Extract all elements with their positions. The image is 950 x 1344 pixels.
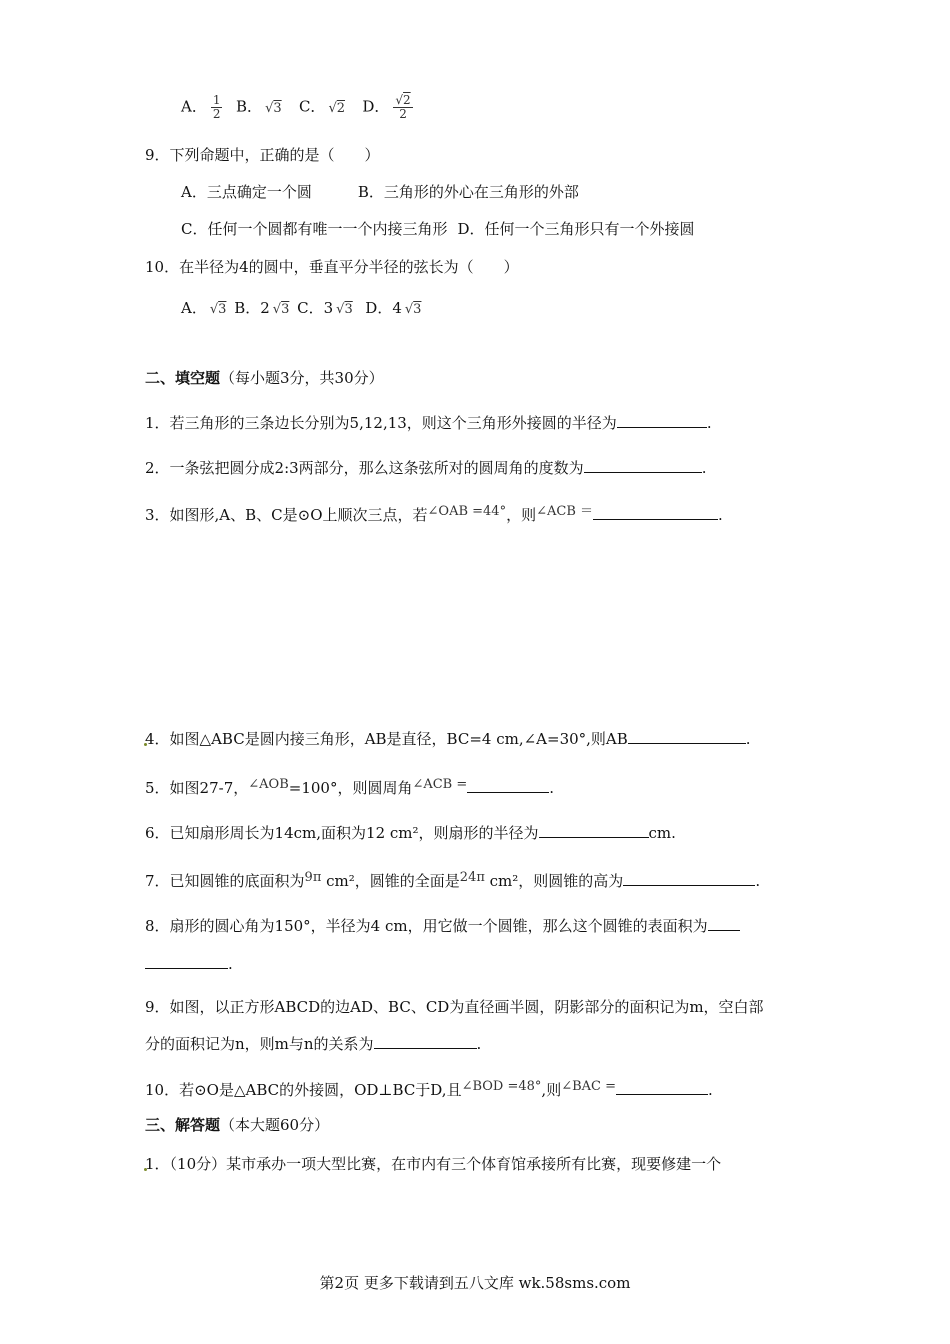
answer-blank[interactable] [708, 916, 740, 931]
answer-blank[interactable] [616, 1080, 708, 1095]
nine-pi-formula: 9π [304, 870, 322, 885]
angle-acb-formula: ∠ACB ＝ [536, 504, 594, 519]
q9-option-b: B．三角形的外心在三角形的外部 [357, 183, 579, 201]
fill-q5: 5．如图27-7，∠AOB=100°，则圆周角∠ACB = . [145, 777, 555, 797]
q8-option-b-label: B． [236, 97, 263, 116]
fraction-one-half: $\frac{1}{2}$ [212, 93, 221, 121]
section-2-note: （每小题3分，共30分） [220, 369, 384, 387]
fill-q2: 2．一条弦把圆分成2:3两部分，那么这条弦所对的圆周角的度数为 . [145, 459, 707, 477]
solve-q1: 1．（10分）某市承办一项大型比赛，在市内有三个体育馆承接所有比赛，现要修建一个 [145, 1155, 722, 1173]
section-3-heading [145, 1115, 329, 1135]
fill-q3: 3．如图形,A、B、C是⊙O上顺次三点，若∠OAB =44°，则∠ACB ＝ . [145, 504, 723, 524]
angle-acb-formula: ∠ACB = [412, 777, 468, 792]
answer-blank[interactable] [617, 413, 707, 428]
q9-options-ab [181, 182, 579, 202]
q9-option-a: A．三点确定一个圆 [181, 183, 312, 201]
answer-blank[interactable] [374, 1034, 477, 1049]
angle-aob-formula: ∠AOB [248, 777, 289, 792]
q9-options-cd [181, 219, 695, 239]
q9-option-d: D．任何一个三角形只有一个外接圆 [457, 220, 695, 238]
fraction-sqrt2-over-2: $\frac{√2}{2}$ [395, 93, 411, 121]
angle-bac-formula: ∠BAC = [561, 1079, 617, 1094]
sqrt-two: √2 [328, 100, 346, 116]
fill-q8-continued: . [145, 954, 233, 974]
section-3-note: （本大题60分） [220, 1116, 330, 1134]
fill-q7: 7．已知圆锥的底面积为9π cm²，圆锥的全面是24π cm²，则圆锥的高为 . [145, 870, 761, 890]
q8-option-c-label: C． [298, 97, 326, 116]
q9-stem: 9．下列命题中，正确的是（ ） [145, 146, 380, 164]
q10-option-b: B．2 [234, 299, 270, 317]
section-2-title: 二、填空题 [145, 369, 221, 387]
fill-q8: 8．扇形的圆心角为150°，半径为4 cm，用它做一个圆锥，那么这个圆锥的表面积为 [145, 916, 740, 936]
fill-q10: 10．若⊙O是△ABC的外接圆，OD⊥BC于D,且∠BOD =48°,则∠BAC = . [145, 1079, 713, 1099]
q8-option-a-label: A． [181, 97, 207, 116]
answer-blank[interactable] [623, 871, 755, 886]
answer-blank[interactable] [593, 505, 718, 520]
fill-q9-line2: 分的面积记为n，则m与n的关系为 . [145, 1035, 482, 1053]
answer-blank[interactable] [539, 823, 649, 838]
angle-oab-formula: ∠OAB =44° [427, 504, 507, 519]
q10-stem: 10．在半径为4的圆中，垂直平分半径的弦长为（ ） [145, 258, 519, 276]
answer-blank[interactable] [584, 458, 702, 473]
q9-option-c: C．任何一个圆都有唯一一个内接三角形 [181, 220, 448, 238]
q10-option-d: D．4 [365, 299, 402, 317]
angle-bod-formula: ∠BOD =48° [461, 1079, 542, 1094]
q8-options-row [181, 94, 417, 121]
answer-blank[interactable] [467, 778, 549, 793]
answer-blank[interactable] [145, 954, 228, 969]
section-2-heading [145, 368, 384, 388]
q10-option-c: C．3 [297, 299, 334, 317]
answer-blank[interactable] [628, 729, 746, 744]
fill-q6: 6．已知扇形周长为14cm,面积为12 cm²，则扇形的半径为 cm. [145, 824, 676, 842]
q10-option-a: A． [181, 299, 207, 317]
sqrt-three: √3 [265, 100, 282, 116]
q8-option-d-label: D． [362, 97, 390, 116]
fill-q9-line1: 9．如图，以正方形ABCD的边AD、BC、CD为直径画半圆，阴影部分的面积记为m，空白部 [145, 998, 764, 1016]
section-3-title: 三、解答题 [145, 1116, 221, 1134]
q10-options: A． √3 B．2 √3 C．3 √3 D．4 √3 [181, 299, 422, 317]
twentyfour-pi-formula: 24π [459, 870, 485, 885]
fill-q4: 4．如图△ABC是圆内接三角形，AB是直径，BC=4 cm,∠A=30°,则AB . [145, 730, 751, 748]
fill-q1: 1．若三角形的三条边长分别为5,12,13，则这个三角形外接圆的半径为 . [145, 414, 712, 432]
page-footer: 第2页 更多下载请到五八文库 wk.58sms.com [319, 1274, 631, 1292]
